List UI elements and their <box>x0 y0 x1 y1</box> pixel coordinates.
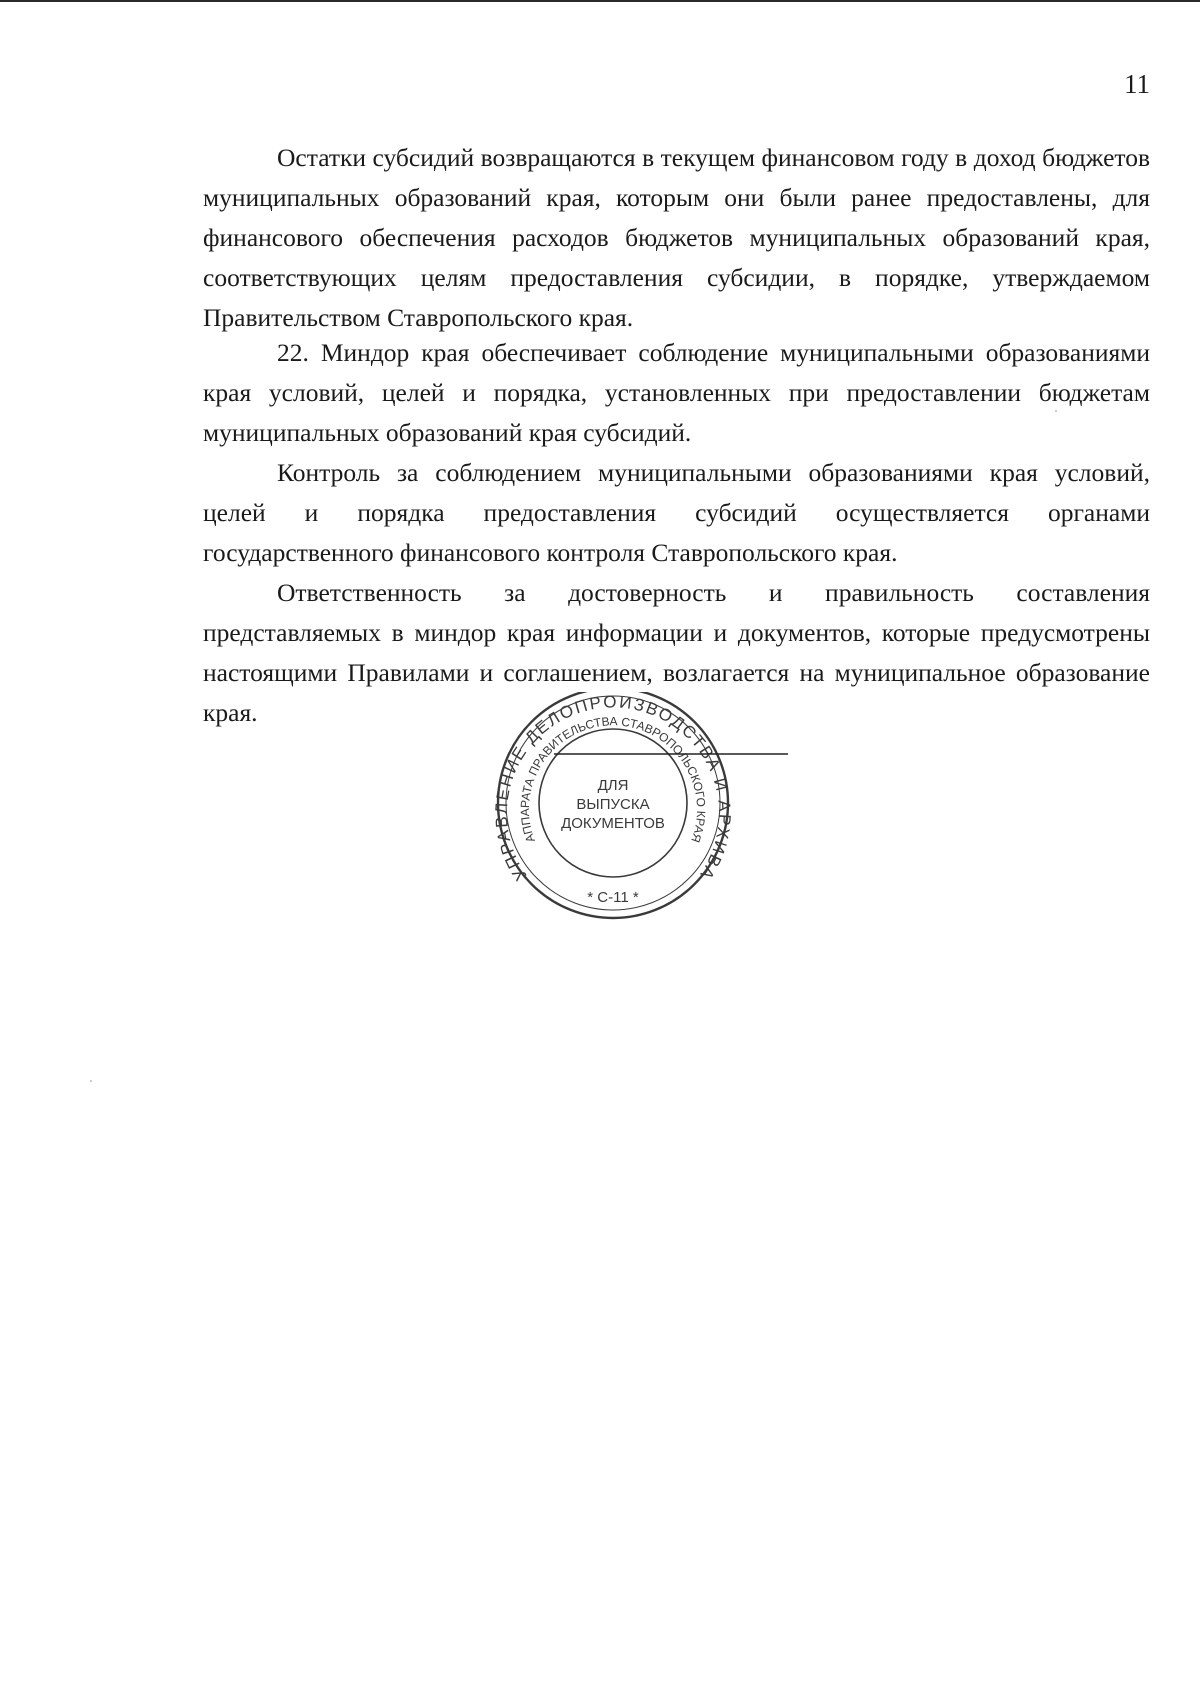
text-block-lower <box>203 333 1150 733</box>
paragraph-responsibility: Ответственность за достоверность и правильность составления представляемых в миндор края информации и документов, которые предусмотрены настоящими Правилами и соглашением, возлагается на муниципальное образование края. <box>203 578 1150 727</box>
paragraph-control: Контроль за соблюдением муниципальными образованиями края условий, целей и порядка предоставления субсидий осуществляется органами государственного финансового контроля Ставропольского края. <box>203 458 1150 567</box>
scan-speck <box>90 1080 92 1082</box>
stamp-center-line-3: ДОКУМЕНТОВ <box>561 815 665 832</box>
stamp-code: * С-11 * <box>587 889 639 906</box>
paragraph-subsidy-remainders: Остатки субсидий возвращаются в текущем финансовом году в доход бюджетов муниципальных образований края, которым они были ранее предоставлены, для финансового обеспечения расходов бюджетов муниципальных образований края, соответствующих целям предоставления субсидии, в порядке, утверждаемом Правительством Ставропольского края. <box>203 143 1150 332</box>
stamp-center-line-2: ВЫПУСКА <box>576 796 650 813</box>
paragraph-22: 22. Миндор края обеспечивает соблюдение муниципальными образованиями края условий, целей и порядка, установленных при предоставлении бюджетам муниципальных образований края субсидий. <box>203 338 1150 447</box>
top-border-line <box>0 0 1200 2</box>
stamp-center-line-1: ДЛЯ <box>597 777 629 794</box>
stamp-inner-ring-text: АППАРАТА ПРАВИТЕЛЬСТВА СТАВРОПОЛЬСКОГО КРАЯ <box>517 714 709 845</box>
scan-speck <box>1055 410 1057 412</box>
official-stamp <box>466 692 796 922</box>
stamp-outer-ring-text: УПРАВЛЕНИЕ ДЕЛОПРОИЗВОДСТВА И АРХИВА <box>491 692 735 885</box>
text-block-upper <box>203 138 1150 338</box>
page-number: 11 <box>1124 69 1150 99</box>
